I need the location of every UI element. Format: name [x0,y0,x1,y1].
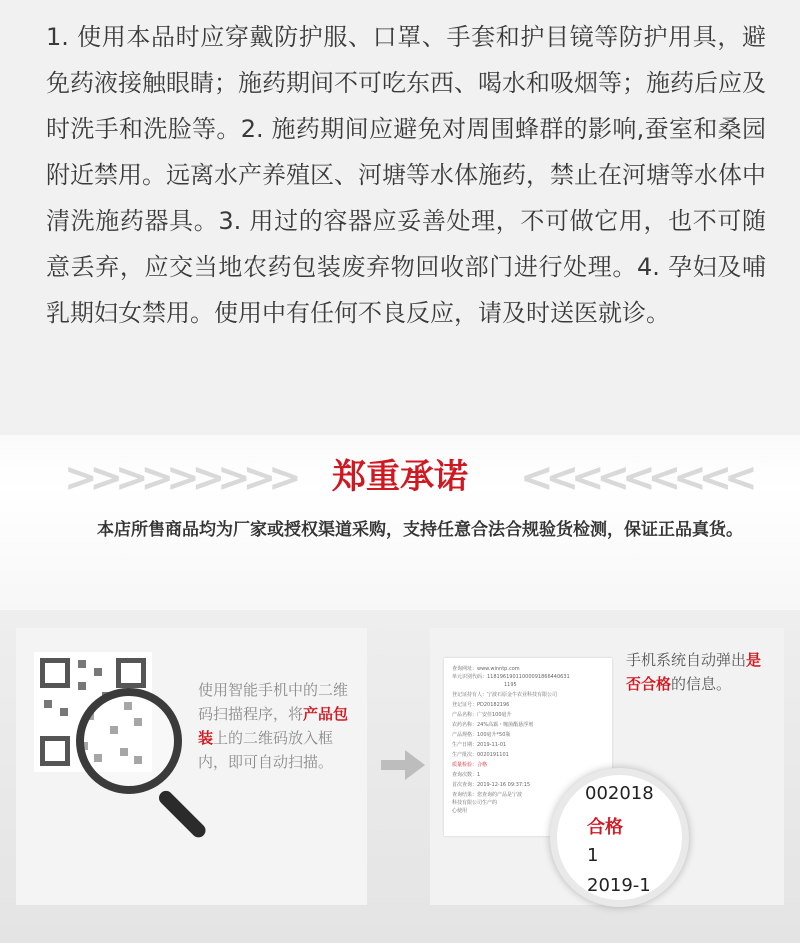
card-row: 科技有限公司生产的 [452,800,498,806]
scan-panel [16,628,367,905]
card-row: 农药名称：24%高霸・噻菌酯悬浮剂 [452,722,534,728]
card-row: 登记证号：PD20182196 [452,702,510,708]
card-row: 产品规格：100毫升*50瓶 [452,732,511,738]
card-row: 心使用 [452,808,468,814]
magnifier-lens-icon [76,688,182,794]
result-panel [430,628,784,905]
zoom-line: 1 [587,845,599,866]
zoom-line: 002018 [585,783,654,804]
card-row: 查询次数：1 [452,772,481,778]
card-row: 生产日期：2019-11-01 [452,742,507,748]
scan-instructions: 使用智能手机中的二维码扫描程序，将产品包装上的二维码放入框内，即可自动扫描。 [198,681,349,771]
card-row: 1195 [504,682,517,688]
magnifier-handle-icon [156,788,208,840]
result-instructions: 手机系统自动弹出是否合格的信息。 [626,651,762,693]
scan-highlight: 产品包装 [198,705,349,747]
card-row: 首次查询：2019-12-16 09:37:15 [452,782,531,788]
verification-section [0,610,800,943]
arrow-right-icon [381,750,425,780]
promise-title: 郑重承诺 [332,457,468,497]
magnifier-zoom [550,768,689,907]
card-row: 产品名称：广安佳100毫升 [452,712,512,718]
safety-notice-section [0,0,800,435]
card-row: 登记证持有人：宁波石原金牛农业科技有限公司 [452,692,558,698]
zoom-pass-label: 合格 [587,817,623,838]
chevron-left-decoration: >>>>>>>>> [64,455,294,501]
chevron-right-decoration: <<<<<<<<< [520,455,750,501]
card-row: 质量检验：合格 [452,762,488,768]
card-row: 单元识别代码：11819619011000091866440631 [452,674,570,680]
promise-section [0,435,800,610]
card-row: 生产批次：0020191101 [452,752,509,758]
promise-text: 本店所售商品均为厂家或授权渠道采购，支持任意合法合规验货检测，保证正品真货。 [97,520,743,540]
result-highlight: 是否合格 [626,651,762,693]
zoom-line: 2019-1 [587,875,651,896]
card-row: 查询结果：您查询的产品是宁波 [452,792,523,798]
safety-notice-text: 1. 使用本品时应穿戴防护服、口罩、手套和护目镜等防护用具，避免药液接触眼睛；施药期间不可吃东西、喝水和吸烟等；施药后应及时洗手和洗脸等。2. 施药期间应避免对周围蜂群的影响,蚕室和桑园附近禁用。远离水产养殖区、河塘等水体施药，禁止在河塘等水体中清洗施药器具。3. 用过的容器应妥善处理，不可做它用，也不可随意丢弃，应交当地农药包装废弃物回收部门进行处理。4. 孕妇及哺乳期妇女禁用。使用中有任何不良反应，请及时送医就诊。 [46,23,766,327]
card-row: 查询网址：www.winntp.com [452,666,520,672]
